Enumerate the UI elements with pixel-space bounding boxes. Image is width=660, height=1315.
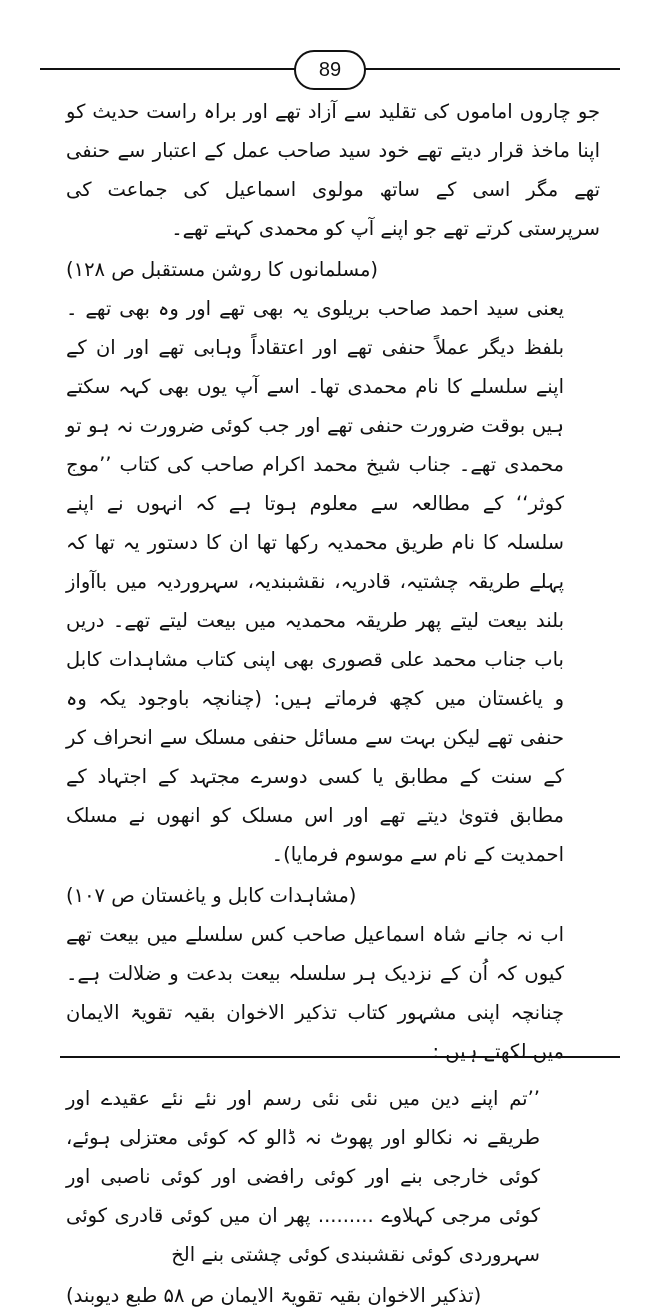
- page-body: [66, 92, 600, 1315]
- paragraph: اب نہ جانے شاہ اسماعیل صاحب کس سلسلے میں بیعت تھے کیوں کہ اُن کے نزدیک ہر سلسلہ بیعت بدعت و ضلالت ہے۔ چنانچہ اپنی مشہور کتاب تذکیر الاخوان بقیہ تقویۃ الایمان میں لکھتے ہیں :: [66, 923, 564, 1063]
- footer-rule: [60, 1056, 620, 1058]
- page-number: 89: [294, 50, 366, 90]
- citation: (تذکیر الاخوان بقیہ تقویۃ الایمان ص ۵۸ طبع دیوبند): [66, 1284, 482, 1307]
- block-quote: ’’تم اپنے دین میں نئی نئی رسم اور نئے نئے عقیدے اور طریقے نہ نکالو اور پھوٹ نہ ڈالو کہ کوئی معتزلی ہوئے، کوئی خارجی بنے اور کوئی رافضی اور کوئی ناصبی اور کوئی مرجی کہلاوے ......... پھر ان میں کوئی قادری کوئی سہروردی کوئی نقشبندی کوئی چشتی بنے الخ: [66, 1087, 540, 1266]
- citation: (مشاہدات کابل و یاغستان ص ۱۰۷): [66, 884, 357, 907]
- paragraph: یعنی سید احمد صاحب بریلوی یہ بھی تھے اور وہ بھی تھے ۔ بلفظ دیگر عملاً حنفی تھے اور اعتقاداً وہابی تھے اور ان کے اپنے سلسلے کا نام محمدی تھا۔ اسے آپ یوں بھی کہہ سکتے ہیں بوقت ضرورت حنفی تھے اور جب کوئی ضرورت نہ ہو تو محمدی تھے۔ جناب شیخ محمد اکرام صاحب کی کتاب ’’موج کوثر‘‘ کے مطالعہ سے معلوم ہوتا ہے کہ انہوں نے اپنے سلسلہ کا نام طریق محمدیہ رکھا تھا ان کا دستور یہ تھا کہ پہلے طریقہ چشتیہ، قادریہ، نقشبندیہ، سہروردیہ میں باآواز بلند بیعت لیتے پھر طریقہ محمدیہ میں بیعت لیتے تھے۔ دریں باب جناب محمد علی قصوری بھی اپنی کتاب مشاہدات کابل و یاغستان میں کچھ فرماتے ہیں: (چنانچہ باوجود یکہ وہ حنفی تھے لیکن بہت سے مسائل حنفی مسلک سے انحراف کر کے سنت کے مطابق یا کسی دوسرے مجتہد کے اجتہاد کے مطابق فتویٰ دیتے تھے اور اس مسلک کو انھوں نے مسلک احمدیت کے نام سے موسوم فرمایا)۔: [66, 297, 564, 866]
- citation: (مسلمانوں کا روشن مستقبل ص ۱۲۸): [66, 258, 379, 281]
- paragraph: جو چاروں اماموں کی تقلید سے آزاد تھے اور براہ راست حدیث کو اپنا ماخذ قرار دیتے تھے خود سید صاحب عمل کے اعتبار سے حنفی تھے مگر اسی کے ساتھ مولوی اسماعیل کی جماعت کی سرپرستی کرتے تھے جو اپنے آپ کو محمدی کہتے تھے۔: [66, 100, 600, 240]
